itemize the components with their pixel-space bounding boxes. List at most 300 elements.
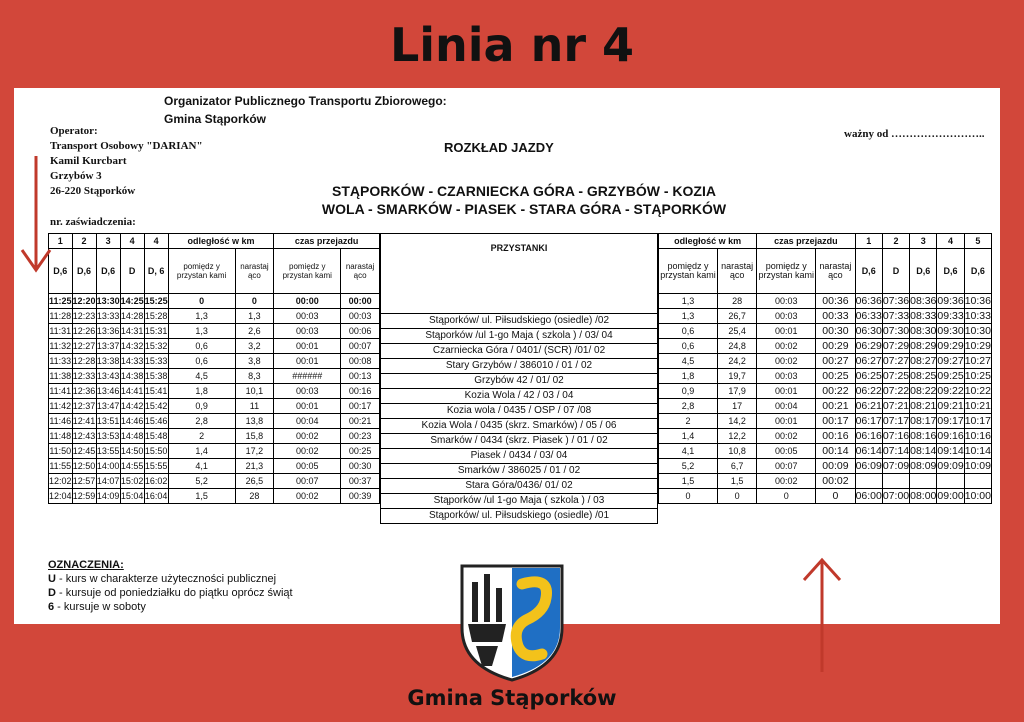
table-cell [910,474,937,489]
table-row [49,444,380,459]
stop-row [381,479,658,494]
table-cell: 00:02 [274,429,341,444]
table-cell: 4,5 [168,369,235,384]
route-line-2: WOLA - SMARKÓW - PIASEK - STARA GÓRA - STĄPORKÓW [321,201,727,217]
table-cell: pomiędz y przystan kami [168,249,235,294]
table-cell: 13:53 [96,429,120,444]
table-cell: 10:22 [964,385,991,397]
table-cell: 00:25 [341,444,380,459]
table-cell: 00:02 [757,474,816,489]
table-cell: 10:00 [964,490,991,502]
table-cell: 16:02 [144,474,168,489]
operator-label: Operator: [50,125,98,137]
table-cell: 08:14 [910,445,937,457]
table-cell: 8,3 [235,369,274,384]
table-cell: 00:01 [757,324,816,339]
table-cell: 10:14 [964,445,991,457]
table-cell: 11:28 [49,309,73,324]
table-cell: 10:29 [964,340,991,352]
table-cell: 06:25 [855,370,882,382]
table-cell: 07:29 [882,340,910,352]
table-cell: 00:00 [274,294,341,309]
table-cell: 26,5 [235,474,274,489]
table-cell: 00:03 [757,369,816,384]
table-cell: 1,8 [659,369,718,384]
table-cell: D [120,249,144,294]
table-cell: 0,6 [168,339,235,354]
table-cell: 13:30 [96,294,120,309]
table-cell: odległość w km [168,234,274,249]
table-cell: 21,3 [235,459,274,474]
table-cell: 00:01 [274,354,341,369]
table-cell: 07:36 [882,295,910,307]
table-cell: Stąporków/ ul. Piłsudskiego (osiedle) /02 [381,314,658,329]
table-cell: 00:02 [816,474,855,489]
table-cell: 26,7 [717,309,756,324]
table-cell: 12:27 [72,339,96,354]
stop-row [381,329,658,344]
table-cell: 00:02 [274,489,341,504]
course-number-row [659,234,992,249]
table-cell: 00:33 [816,309,855,324]
legend-title: OZNACZENIA: [48,559,124,571]
table-cell: Stąporków /ul 1-go Maja ( szkola ) / 03/ 04 [381,329,658,344]
table-cell: 13,8 [235,414,274,429]
table-cell: 17,2 [235,444,274,459]
table-cell: Stara Góra/0436/ 01/ 02 [381,479,658,494]
table-row [49,339,380,354]
table-cell: 00:03 [341,309,380,324]
legend-item [48,600,293,614]
table-cell: 08:33 [910,310,937,322]
table-cell: 07:17 [882,415,910,427]
table-cell: 10,1 [235,384,274,399]
table-cell: 5 [964,234,991,249]
table-cell: 14,2 [717,414,756,429]
table-cell: 3,2 [235,339,274,354]
table-cell: 4 [120,234,144,249]
table-cell: 25,4 [717,324,756,339]
table-cell: narastaj ąco [341,249,380,294]
table-cell: 16:04 [144,489,168,504]
table-cell: 06:21 [855,400,882,412]
table-cell: 07:09 [882,460,910,472]
table-cell: 08:27 [910,355,937,367]
table-cell: 13:46 [96,384,120,399]
table-cell: 11:46 [49,414,73,429]
table-cell: 15:32 [144,339,168,354]
table-cell: D, 6 [144,249,168,294]
table-cell: 11:50 [49,444,73,459]
table-cell: narastaj ąco [717,249,756,294]
table-cell: 13:37 [96,339,120,354]
table-cell: 09:22 [937,385,964,397]
table-cell: D [882,249,909,294]
table-cell: Smarków / 386025 / 01 / 02 [381,464,658,479]
route-line-1: STĄPORKÓW - CZARNIECKA GÓRA - GRZYBÓW - KOZIA [332,183,716,199]
table-cell: 12:41 [72,414,96,429]
table-cell: 12:37 [72,399,96,414]
table-cell: 1,4 [168,444,235,459]
course-type-row [49,249,380,294]
stop-row [381,344,658,359]
table-row [659,399,992,414]
table-cell: 15:04 [120,489,144,504]
route-description [304,182,744,218]
table-cell: 4,1 [168,459,235,474]
table-cell: 00:17 [341,399,380,414]
course-number-row [49,234,380,249]
table-cell: 2,8 [168,414,235,429]
table-cell: 14:50 [120,444,144,459]
table-cell: 00:37 [341,474,380,489]
table-cell: 00:07 [274,474,341,489]
table-cell: 00:04 [757,399,816,414]
table-cell: 0,6 [659,324,718,339]
table-row [659,474,992,489]
table-cell: D,6 [964,249,991,294]
table-cell: 13:55 [96,444,120,459]
table-cell: 2 [882,234,909,249]
table-cell: 12:28 [72,354,96,369]
table-cell: 07:30 [882,325,910,337]
stop-row [381,314,658,329]
table-cell: 0 [168,294,235,309]
table-cell: 15:42 [144,399,168,414]
table-cell: 12:33 [72,369,96,384]
table-cell: 07:16 [882,430,910,442]
table-cell: 11 [235,399,274,414]
table-cell: 5,2 [659,459,718,474]
table-cell: 17,9 [717,384,756,399]
timetable-title: ROZKŁAD JAZDY [444,140,554,155]
table-cell: 10:09 [964,460,991,472]
table-cell: 12:59 [72,489,96,504]
table-cell: 06:16 [855,430,882,442]
stop-row [381,464,658,479]
table-cell: 3,8 [235,354,274,369]
table-cell: 15:46 [144,414,168,429]
table-cell: 00:02 [274,444,341,459]
table-cell: 11:33 [49,354,73,369]
stop-row [381,374,658,389]
table-cell: 06:29 [855,340,882,352]
table-row [659,489,992,504]
legend-item [48,586,293,600]
table-cell: 11:55 [49,459,73,474]
table-cell: 15:50 [144,444,168,459]
table-cell: 10:30 [964,325,991,337]
table-cell: 09:25 [937,370,964,382]
table-cell: 08:16 [910,430,937,442]
table-cell: 14:42 [120,399,144,414]
table-cell: czas przejazdu [274,234,380,249]
table-cell: D,6 [910,249,937,294]
table-cell: 10:25 [964,370,991,382]
municipality-name: Gmina Stąporków [407,686,617,710]
table-cell: 00:30 [341,459,380,474]
table-cell: 07:00 [882,490,910,502]
table-cell: 11:31 [49,324,73,339]
table-row [659,324,992,339]
page-title: Linia nr 4 [389,18,635,72]
table-cell: 06:22 [855,385,882,397]
arrow-up-icon [800,554,844,674]
table-cell: 14:41 [120,384,144,399]
operator-company: Transport Osobowy "DARIAN" [50,140,203,152]
table-row [49,399,380,414]
table-cell: Stary Grzybów / 386010 / 01 / 02 [381,359,658,374]
table-cell: 24,8 [717,339,756,354]
table-cell: 1,5 [659,474,718,489]
operator-person: Kamil Kurcbart [50,155,127,167]
table-cell: 07:22 [882,385,910,397]
table-cell: 14:38 [120,369,144,384]
legend [48,558,293,614]
departures-table-return [658,233,992,504]
table-cell: 13:47 [96,399,120,414]
table-cell: 4,5 [659,354,718,369]
table-cell: 00:22 [816,384,855,399]
table-cell: 15:41 [144,384,168,399]
table-cell: 14:00 [96,459,120,474]
table-cell: 00:09 [816,459,855,474]
table-row [659,444,992,459]
table-row [659,309,992,324]
table-cell: 00:21 [341,414,380,429]
table-cell: 12:57 [72,474,96,489]
table-cell: Piasek / 0434 / 03/ 04 [381,449,658,464]
table-cell: 06:27 [855,355,882,367]
table-cell: 0,6 [659,339,718,354]
table-cell: 07:25 [882,370,910,382]
table-cell: 00:03 [757,309,816,324]
table-cell: 06:17 [855,415,882,427]
table-cell: 1,3 [659,294,718,309]
table-cell: 00:27 [816,354,855,369]
table-cell: 13:51 [96,414,120,429]
table-cell: 07:21 [882,400,910,412]
table-cell: 10:17 [964,415,991,427]
table-cell: 09:00 [937,490,964,502]
table-row [49,309,380,324]
table-cell: 07:14 [882,445,910,457]
table-cell: 08:36 [910,295,937,307]
table-cell: 4,1 [659,444,718,459]
table-cell: 11:48 [49,429,73,444]
table-cell: 11:25 [49,294,73,309]
table-cell: 00:01 [274,399,341,414]
table-cell: 08:21 [910,400,937,412]
stop-row [381,509,658,524]
table-cell: 24,2 [717,354,756,369]
table-cell: Grzybów 42 / 01/ 02 [381,374,658,389]
stops-table [380,233,658,524]
table-cell: 00:25 [816,369,855,384]
certificate-label: nr. zaświadczenia: [50,216,136,228]
table-cell: 10:33 [964,310,991,322]
table-cell: 12:02 [49,474,73,489]
table-cell: 00:13 [341,369,380,384]
table-cell: 4 [144,234,168,249]
table-cell: pomiędz y przystan kami [274,249,341,294]
legend-key: D [48,587,56,599]
timetable-document [14,88,1000,624]
table-cell: 07:33 [882,310,910,322]
table-cell: 1,3 [235,309,274,324]
table-cell: 12:26 [72,324,96,339]
table-cell: 15:28 [144,309,168,324]
table-cell: 13:43 [96,369,120,384]
table-row [659,369,992,384]
table-row [659,294,992,309]
table-cell: 14:31 [120,324,144,339]
table-cell: 14:28 [120,309,144,324]
table-cell: Czarniecka Góra / 0401/ (SCR) /01/ 02 [381,344,658,359]
table-cell: 28 [235,489,274,504]
table-cell: 12:23 [72,309,96,324]
legend-item [48,572,293,586]
table-cell: 3 [910,234,937,249]
table-cell: 06:36 [855,295,882,307]
table-cell: 1,3 [168,324,235,339]
table-cell: 12,2 [717,429,756,444]
table-cell: 06:30 [855,325,882,337]
table-cell: 11:41 [49,384,73,399]
table-cell: 00:00 [341,294,380,309]
stop-row [381,404,658,419]
table-cell [937,474,964,489]
table-cell: D,6 [49,249,73,294]
table-cell: 08:09 [910,460,937,472]
table-cell: 12:50 [72,459,96,474]
table-cell: 17 [717,399,756,414]
stops-header-row [381,234,658,314]
table-cell: 0,6 [168,354,235,369]
table-cell: 15:38 [144,369,168,384]
table-row [49,384,380,399]
arrow-down-icon [18,156,54,276]
table-row [49,459,380,474]
table-cell: 14:07 [96,474,120,489]
table-cell: 09:30 [937,325,964,337]
coat-of-arms-icon [458,562,566,684]
table-cell: 1,4 [659,429,718,444]
table-cell: PRZYSTANKI [381,234,658,314]
table-cell: 00:39 [341,489,380,504]
table-row [49,324,380,339]
table-cell: 13:38 [96,354,120,369]
table-cell: 0,9 [168,399,235,414]
legend-text: - kursuje od poniedziałku do piątku oprócz świąt [55,587,293,599]
table-cell: 10:36 [964,295,991,307]
organizer-name: Gmina Stąporków [164,112,267,126]
table-cell: 00:04 [274,414,341,429]
table-cell: 00:07 [341,339,380,354]
table-cell: 6,7 [717,459,756,474]
table-cell: 06:33 [855,310,882,322]
stop-row [381,359,658,374]
legend-key: 6 [48,601,55,613]
course-type-row [659,249,992,294]
table-cell: 12:43 [72,429,96,444]
table-cell: 09:27 [937,355,964,367]
table-cell: 10:21 [964,400,991,412]
table-cell: 1 [49,234,73,249]
table-cell: 13:36 [96,324,120,339]
table-row [659,429,992,444]
valid-from: ważny od …………………….. [844,128,985,140]
table-cell: 2,8 [659,399,718,414]
table-row [49,354,380,369]
table-row [49,429,380,444]
table-row [49,369,380,384]
table-cell: 00:02 [757,429,816,444]
table-cell: 00:03 [274,324,341,339]
table-cell: 10:27 [964,355,991,367]
stop-row [381,389,658,404]
table-cell: D,6 [855,249,882,294]
table-cell: 00:17 [816,414,855,429]
table-cell: 10,8 [717,444,756,459]
table-cell: 15:31 [144,324,168,339]
stop-row [381,449,658,464]
table-cell: 00:03 [757,294,816,309]
table-cell: 00:05 [757,444,816,459]
table-cell: 14:46 [120,414,144,429]
table-cell: 0 [717,489,756,504]
table-cell: 0 [659,489,718,504]
table-cell: 00:06 [341,324,380,339]
table-cell: 3 [96,234,120,249]
stop-row [381,434,658,449]
table-cell: 0,9 [659,384,718,399]
table-cell: 14:32 [120,339,144,354]
table-cell: 19,7 [717,369,756,384]
table-row [49,294,380,309]
table-cell: 00:16 [816,429,855,444]
organizer-label: Organizator Publicznego Transportu Zbiorowego: [164,94,447,108]
table-cell: 15:48 [144,429,168,444]
departures-table-outbound [48,233,380,504]
table-cell: 12:04 [49,489,73,504]
table-cell: 00:16 [341,384,380,399]
table-row [49,414,380,429]
table-cell: 2 [72,234,96,249]
table-cell: pomiędz y przystan kami [659,249,718,294]
table-cell: 00:05 [274,459,341,474]
table-cell: 09:17 [937,415,964,427]
table-cell: 09:36 [937,295,964,307]
table-cell: 00:23 [341,429,380,444]
table-cell: 12:45 [72,444,96,459]
operator-address: Grzybów 3 [50,170,102,182]
table-row [659,339,992,354]
table-cell: 08:29 [910,340,937,352]
table-cell: 15:55 [144,459,168,474]
table-cell: 15,8 [235,429,274,444]
stop-row [381,419,658,434]
table-cell: 4 [937,234,964,249]
table-cell: 09:33 [937,310,964,322]
legend-key: U [48,573,56,585]
table-cell: Stąporków/ ul. Piłsudskiego (osiedle) /01 [381,509,658,524]
table-cell: 00:01 [757,414,816,429]
table-cell: 09:09 [937,460,964,472]
table-cell: 12:20 [72,294,96,309]
table-row [49,474,380,489]
table-cell: odległość w km [659,234,757,249]
